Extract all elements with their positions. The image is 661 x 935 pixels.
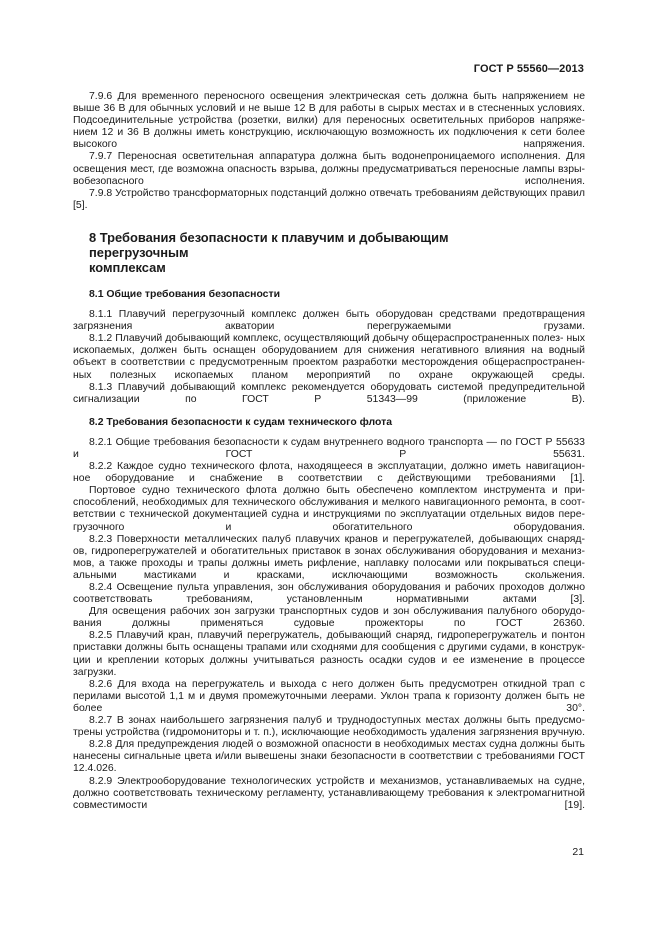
paragraph-p823 (73, 534, 585, 582)
text-line: 8.2.6 Для входа на перегружатель и выхода с него должен быть предусмотрен откидной трап с (89, 678, 585, 690)
page-number: 21 (572, 846, 584, 858)
text-line: ГОСТ 12.4.026. (73, 751, 585, 775)
text-line: альными мастиками и красками, исключающими возможность скольжения. (73, 569, 585, 581)
text-line: мов, а также проходы и трапы должны иметь рифление, наплавку полосами или покрываться специ- (73, 557, 585, 569)
text-line: 7.9.7 Переносная осветительная аппаратура должна быть водонепроницаемого исполнения. Для (89, 151, 585, 163)
paragraph-p824 (73, 582, 585, 606)
text-line: 8.2.9 Электрооборудование технологических устройств и механизмов, устанавливаемых на судне, (89, 775, 585, 787)
text-line: вания должны применяться судовые прожекторы по ГОСТ 26360. (73, 618, 585, 630)
text-line: ное оборудование и снабжение в соответствии с действующими требованиями [1]. (73, 473, 585, 485)
text-line: грузочного и обогатительного оборудования. (73, 521, 585, 533)
text-line: 7.9.8 Устройство трансформаторных подстанций должно отвечать требованиям действующих (89, 187, 548, 199)
standard-id: ГОСТ Р 55560—2013 (473, 63, 584, 75)
paragraphs-7-9 (73, 91, 585, 212)
text-line: способлений, необходимых для технического обслуживания и мелкого навигационного ремонта, в соот- (73, 497, 585, 509)
paragraph-p811 (73, 309, 585, 333)
paragraph-p797 (73, 151, 585, 187)
document-body (73, 91, 585, 812)
text-line: и ГОСТ Р 55631. (73, 448, 585, 460)
paragraph-p826 (73, 679, 585, 715)
text-line: 8.2.1 Общие требования безопасности к судам внутреннего водного транспорта — по ГОСТ Р 55633 (89, 436, 585, 448)
paragraph-p822 (73, 461, 585, 485)
text-line: 8.2.7 В зонах наибольшего загрязнения палуб и труднодоступных местах должны быть предусмо- (89, 715, 585, 727)
text-line: высокого напряжения. (73, 139, 585, 151)
paragraph-p822b (73, 485, 585, 533)
text-line: должно соответствовать техническому регламенту, устанавливающему требования к электромагнитной (73, 787, 585, 799)
text-line: ции и креплении которых должны учитываться разность осадки судов и ее изменение в процессе загрузки. (73, 654, 585, 678)
text-line: быть нанесены сигнальные цвета и/или вывешены знаки безопасности в соответствии с требованиями (73, 739, 585, 763)
text-line: объект в соответствии с предусмотренным проектом разработки месторождения общераспространен- (73, 357, 585, 369)
paragraphs-8-1 (73, 309, 585, 406)
paragraphs-8-2 (73, 437, 585, 812)
text-line: Подсоединительные устройства (розетки, вилки) для переносных осветительных приборов напряже- (73, 115, 585, 127)
text-line: освещения мест, где возможна опасность взрыва, должны предусматриваться переносные лампы взры- (73, 163, 585, 175)
text-line: 8.2.2 Каждое судно технического флота, находящееся в эксплуатации, должно иметь навигацион- (89, 461, 585, 473)
text-line: 8.2.8 Для предупреждения людей о возможной опасности в необходимых местах судна должны (89, 739, 559, 751)
text-line: перилами высотой 1,1 м и двумя промежуточными леерами. Уклон трапа к горизонту должен быть не (73, 690, 585, 702)
paragraph-p821 (73, 437, 585, 461)
text-line: трены устройства (гидромониторы и т. п.), исключающие необходимость удаления загрязнения вручную. (73, 727, 585, 739)
text-line: 7.9.6 Для временного переносного освещения электрическая сеть должна быть напряжением не (89, 91, 585, 102)
text-line: 8.1.2 Плавучий добывающий комплекс, осуществляющий добычу общераспространенных полез- (89, 333, 564, 345)
paragraph-p829 (73, 776, 585, 812)
text-line: ных полезных ископаемых планом мероприятий по охране окружающей среды. (73, 369, 585, 381)
text-line: загрязнения акватории перегружаемыми грузами. (73, 321, 585, 333)
text-line: ов, гидроперегружателей и обогатительных приставок в зонах обслуживания оборудования и механиз- (73, 545, 585, 557)
paragraph-p796 (73, 91, 585, 151)
paragraph-p798 (73, 188, 585, 212)
text-line: сигнализации по ГОСТ Р 51343—99 (приложение В). (73, 393, 585, 405)
paragraph-p827 (73, 715, 585, 739)
text-line: соответствовать требованиям, установленным нормативными актами [3]. (73, 594, 585, 606)
text-line: совместимости [19]. (73, 799, 585, 811)
text-line: Портовое судно технического флота должно быть обеспечено комплектом инструмента и при- (89, 485, 585, 497)
text-line: вобезопасного исполнения. (73, 175, 585, 187)
text-line: 8.2.5 Плавучий кран, плавучий перегружатель, добывающий снаряд, гидроперегружатель и понтон (89, 630, 585, 642)
text-line: Для освещения рабочих зон загрузки транспортных судов и зон обслуживания палубного оборудо- (89, 606, 585, 618)
subsection-8-2-heading: 8.2 Требования безопасности к судам технического флота (89, 416, 392, 428)
text-line: нием 12 и 36 В должны иметь конструкцию, исключающую возможность их подключения к сети более (73, 127, 585, 139)
section-8-title-line-1: 8 Требования безопасности к плавучим и добывающим перегрузочным (89, 229, 449, 260)
paragraph-p825 (73, 630, 585, 678)
paragraph-p812 (73, 333, 585, 381)
text-line: 8.1.3 Плавучий добывающий комплекс рекомендуется оборудовать системой предупредительной (89, 381, 585, 393)
section-8-heading (73, 230, 585, 275)
text-line: правил [5]. (73, 187, 585, 211)
paragraph-p824b (73, 606, 585, 630)
text-line: более 30°. (73, 702, 585, 714)
text-line: 8.2.4 Освещение пульта управления, зон обслуживания оборудования и рабочих проходов должно (89, 582, 585, 593)
text-line: ветствии с технической документацией судна и инструкциями по эксплуатации отдельных видов пере- (73, 509, 585, 521)
text-line: 8.2.3 Поверхности металлических палуб плавучих кранов и перегружателей, добывающих снаряд- (89, 533, 585, 545)
text-line: ных ископаемых, должен быть оснащен оборудованием для снижения негативного влияния на водный (73, 333, 585, 357)
text-line: выше 36 В для обычных условий и не выше 12 В для работы в сырых местах и в стесненных условиях. (73, 103, 585, 115)
text-line: приставки должны быть оснащены трапами или сходнями для сообщения с другими судами, в конструк- (73, 642, 585, 654)
subsection-8-1-heading: 8.1 Общие требования безопасности (89, 288, 281, 300)
paragraph-p828 (73, 739, 585, 775)
section-8-title-line-2: комплексам (89, 259, 166, 275)
paragraph-p813 (73, 382, 585, 406)
text-line: 8.1.1 Плавучий перегрузочный комплекс должен быть оборудован средствами предотвращения (89, 309, 585, 321)
